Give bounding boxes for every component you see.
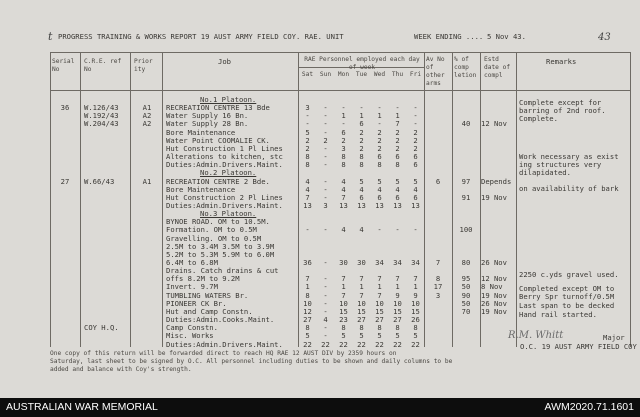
day-value-cell: - [323, 331, 328, 341]
day-value-cell: - [413, 119, 418, 129]
day-value-cell: 8 [305, 152, 310, 162]
day-value-cell: 1 [341, 111, 346, 121]
day-value-cell: 5 [359, 331, 364, 341]
day-header-sun: Sun [319, 71, 332, 78]
grid-line [162, 52, 163, 347]
est-date-cell: 8 Nov [481, 282, 503, 292]
day-value-cell: 6 [413, 152, 418, 162]
day-value-cell: - [323, 160, 328, 170]
cre-ref-cell: COY H.Q. [84, 323, 119, 333]
col-header-completion: % of comp letion [454, 56, 477, 79]
day-value-cell: 4 [341, 225, 346, 235]
day-value-cell: 7 [377, 274, 382, 284]
day-value-cell: 10 [393, 298, 402, 308]
day-value-cell: 7 [377, 290, 382, 300]
est-date-cell: 12 Nov [481, 274, 507, 284]
col-header-other-arms: Av No of other arms [426, 56, 445, 87]
day-value-cell: 2 [305, 143, 310, 153]
remark-line: ing structures very [519, 160, 602, 169]
day-value-cell: 10 [375, 298, 384, 308]
day-value-cell: 6 [359, 192, 364, 202]
day-value-cell: 10 [303, 298, 312, 308]
day-value-cell: 4 [305, 184, 310, 194]
job-cell: Formation. OM to 0.5M [166, 225, 257, 235]
day-value-cell: 13 [393, 200, 402, 210]
day-value-cell: 30 [339, 258, 348, 267]
day-value-cell: 4 [341, 176, 346, 186]
day-value-cell: - [323, 152, 328, 162]
remark-line: Completed except OM to [519, 284, 615, 293]
day-value-cell: 5 [305, 331, 310, 341]
day-value-cell: 8 [341, 152, 346, 162]
day-value-cell: 1 [395, 282, 400, 292]
day-value-cell: 12 [303, 306, 312, 316]
day-value-cell: 8 [305, 323, 310, 333]
job-cell: Misc. Works [166, 331, 214, 341]
day-value-cell: 22 [321, 339, 330, 349]
week-ending-value: 5 Nov 43. [487, 32, 526, 41]
day-value-cell: - [395, 103, 400, 113]
day-value-cell: 2 [413, 143, 418, 153]
day-value-cell: - [341, 119, 346, 129]
day-value-cell: 3 [341, 143, 346, 153]
est-date-cell: 19 Nov [481, 306, 507, 316]
day-value-cell: 7 [359, 290, 364, 300]
day-value-cell: - [323, 127, 328, 137]
day-value-cell: 10 [411, 298, 420, 308]
day-value-cell: - [323, 298, 328, 308]
job-cell: Bore Maintenance [166, 127, 236, 137]
day-value-cell: 8 [305, 160, 310, 170]
cre-ref-cell: W.126/43 [84, 103, 119, 113]
day-value-cell: 5 [395, 331, 400, 341]
platoon-heading: No.1 Platoon. [200, 95, 257, 104]
day-value-cell: 1 [377, 111, 382, 121]
col-header-serial: Serial No [52, 58, 75, 73]
grid-line [80, 52, 81, 347]
job-cell: 6.4M to 6.8M [166, 258, 218, 267]
serial-cell: 36 [60, 103, 70, 113]
est-date-cell: 19 Nov [481, 192, 507, 202]
day-value-cell: 6 [341, 127, 346, 137]
day-value-cell: - [323, 323, 328, 333]
remark-line: Complete. [519, 114, 558, 123]
other-arms-cell: 7 [435, 258, 441, 267]
day-value-cell: 23 [339, 315, 348, 325]
day-value-cell: 7 [305, 192, 310, 202]
job-cell: Duties:Admin.Drivers.Maint. [166, 339, 283, 349]
job-cell: Hut Construction 1 Pl Lines [166, 143, 283, 153]
completion-cell: 97 [461, 176, 471, 186]
cre-ref-cell: W.66/43 [84, 176, 115, 186]
table-top-rule [50, 52, 630, 53]
day-value-cell: 8 [341, 323, 346, 333]
day-value-cell: 2 [395, 127, 400, 137]
day-value-cell: 10 [357, 298, 366, 308]
completion-cell: 70 [461, 306, 471, 316]
day-header-tue: Tue [355, 71, 368, 78]
day-value-cell: 1 [359, 282, 364, 292]
day-value-cell: 1 [359, 111, 364, 121]
remark-line: on availability of bark [519, 184, 619, 193]
day-value-cell: - [341, 103, 346, 113]
grid-line [630, 52, 631, 347]
job-cell: offs 8.2M to 9.2M [166, 274, 240, 284]
other-arms-cell: 6 [435, 176, 441, 186]
remark-line: Complete except for [519, 98, 602, 107]
day-value-cell: 5 [395, 176, 400, 186]
day-value-cell: 13 [303, 200, 312, 210]
day-value-cell: 4 [359, 225, 364, 235]
page-number: 43 [598, 32, 611, 43]
corner-mark: t [48, 30, 53, 43]
day-value-cell: 4 [359, 184, 364, 194]
day-value-cell: 6 [359, 119, 364, 129]
grid-line [516, 52, 517, 347]
archive-footer [0, 398, 640, 417]
est-date-cell: 12 Nov [481, 119, 507, 129]
col-header-priority: Prior ity [134, 58, 153, 73]
day-value-cell: 5 [359, 176, 364, 186]
job-cell: TUMBLING WATERS Br. [166, 290, 249, 300]
completion-cell: 50 [461, 298, 471, 308]
job-cell: PIONEER CK Br. [166, 298, 227, 308]
day-value-cell: 15 [375, 306, 384, 316]
day-value-cell: 2 [305, 135, 310, 145]
day-value-cell: - [395, 225, 400, 235]
job-cell: Water Supply 28 Bn. [166, 119, 249, 129]
day-value-cell: 2 [377, 127, 382, 137]
day-value-cell: 4 [341, 184, 346, 194]
day-value-cell: 34 [411, 258, 420, 267]
priority-cell: A2 [142, 111, 152, 121]
day-value-cell: - [323, 282, 328, 292]
day-value-cell: 1 [377, 282, 382, 292]
day-value-cell: 6 [413, 192, 418, 202]
day-value-cell: - [323, 103, 328, 113]
other-arms-cell: 3 [435, 290, 441, 300]
day-value-cell: 34 [375, 258, 384, 267]
day-value-cell: 15 [339, 306, 348, 316]
day-value-cell: 26 [411, 315, 420, 325]
priority-cell: A1 [142, 103, 152, 113]
job-cell: Duties:Admin.Cooks.Maint. [166, 315, 275, 325]
day-value-cell: 8 [395, 160, 400, 170]
day-header-thu: Thu [391, 71, 404, 78]
day-value-cell: - [323, 274, 328, 284]
col-header-cre: C.R.E. ref No [84, 58, 122, 73]
day-value-cell: 22 [375, 339, 384, 349]
day-value-cell: - [305, 119, 310, 129]
completion-cell: 91 [461, 192, 471, 202]
day-value-cell: 4 [323, 315, 328, 325]
serial-cell: 27 [60, 176, 70, 186]
day-value-cell: 8 [305, 290, 310, 300]
day-value-cell: - [323, 184, 328, 194]
day-header-mon: Mon [337, 71, 350, 78]
day-value-cell: - [359, 103, 364, 113]
other-arms-cell: 17 [433, 282, 443, 292]
day-value-cell: - [323, 119, 328, 129]
day-value-cell: 8 [395, 323, 400, 333]
day-value-cell: 4 [395, 184, 400, 194]
col-header-remarks: Remarks [546, 57, 577, 66]
signature-scrawl: R.M. Whitt [508, 330, 564, 341]
job-cell: Bore Maintenance [166, 184, 236, 194]
day-value-cell: 8 [359, 152, 364, 162]
job-cell: BYNOE ROAD. OM to 10.5M. [166, 217, 270, 227]
job-cell: Hut and Camp Constn. [166, 306, 253, 316]
col-header-date: Estd date of compl [484, 56, 511, 79]
day-value-cell: 34 [393, 258, 402, 267]
day-value-cell: 27 [303, 315, 312, 325]
day-value-cell: 2 [413, 127, 418, 137]
cre-ref-cell: W.204/43 [84, 119, 119, 129]
day-value-cell: 7 [359, 274, 364, 284]
day-value-cell: 8 [341, 160, 346, 170]
est-date-cell: 26 Nov [481, 298, 507, 308]
day-value-cell: 7 [305, 274, 310, 284]
platoon-heading: No.2 Platoon. [200, 168, 257, 178]
completion-cell: 95 [461, 274, 471, 284]
remark-line: dilapidated. [519, 168, 571, 177]
day-value-cell: - [413, 225, 418, 235]
signature-unit: O.C. 19 AUST ARMY FIELD COY [520, 342, 637, 351]
job-cell: Hut Construction 2 Pl Lines [166, 192, 283, 202]
day-value-cell: - [305, 225, 310, 235]
day-value-cell: 2 [359, 135, 364, 145]
day-value-cell: 4 [413, 184, 418, 194]
grid-line [452, 52, 453, 347]
day-value-cell: 1 [305, 282, 310, 292]
day-value-cell: 30 [357, 258, 366, 267]
day-value-cell: 13 [339, 200, 348, 210]
day-value-cell: 15 [357, 306, 366, 316]
footer-reference: AWM2020.71.1601 [544, 401, 634, 413]
day-value-cell: 6 [413, 160, 418, 170]
job-cell: Camp Constn. [166, 323, 218, 333]
day-value-cell: 27 [375, 315, 384, 325]
day-value-cell: - [323, 290, 328, 300]
day-value-cell: 36 [303, 258, 312, 267]
day-value-cell: 22 [393, 339, 402, 349]
day-value-cell: 8 [377, 323, 382, 333]
day-value-cell: 1 [395, 111, 400, 121]
day-value-cell: 8 [359, 323, 364, 333]
day-value-cell: 27 [357, 315, 366, 325]
day-value-cell: 5 [413, 176, 418, 186]
day-value-cell: - [323, 111, 328, 121]
day-value-cell: - [377, 103, 382, 113]
day-value-cell: 2 [413, 135, 418, 145]
day-value-cell: 2 [377, 135, 382, 145]
job-cell: 2.5M to 3.4M 3.5M to 3.9M [166, 241, 275, 251]
signature-rank: Major [603, 333, 625, 342]
day-value-cell: 13 [375, 200, 384, 210]
day-value-cell: 5 [377, 176, 382, 186]
day-value-cell: - [323, 192, 328, 202]
est-date-cell: 26 Nov [481, 258, 507, 267]
instruction-line-1: One copy of this return will be forwarded direct to reach HQ RAE 12 AUST DIV by 2359 hours on [50, 350, 397, 357]
priority-cell: A2 [142, 119, 152, 129]
remark-line: Hand rail started. [519, 310, 597, 319]
day-value-cell: 22 [411, 339, 420, 349]
priority-cell: A1 [142, 176, 152, 186]
day-value-cell: - [323, 176, 328, 186]
day-value-cell: 7 [341, 290, 346, 300]
day-value-cell: 4 [305, 176, 310, 186]
day-value-cell: 8 [359, 160, 364, 170]
day-value-cell: 2 [395, 135, 400, 145]
header-bottom-rule [50, 90, 630, 91]
day-value-cell: 27 [393, 315, 402, 325]
grid-line [50, 52, 51, 347]
day-value-cell: 13 [357, 200, 366, 210]
day-value-cell: 10 [339, 298, 348, 308]
day-value-cell: 2 [323, 135, 328, 145]
completion-cell: 90 [461, 290, 471, 300]
day-value-cell: - [377, 119, 382, 129]
day-value-cell: 7 [341, 274, 346, 284]
job-cell: Water Point COOMALIE CK. [166, 135, 270, 145]
day-value-cell: - [323, 306, 328, 316]
remark-line: barring of 2nd roof. [519, 106, 606, 115]
day-header-wed: Wed [373, 71, 386, 78]
day-value-cell: - [323, 258, 328, 267]
day-value-cell: 3 [323, 200, 328, 210]
day-value-cell: 6 [395, 152, 400, 162]
grid-line [130, 52, 131, 347]
day-value-cell: - [323, 225, 328, 235]
est-date-cell: 19 Nov [481, 290, 507, 300]
day-value-cell: 2 [377, 143, 382, 153]
day-value-cell: 2 [359, 127, 364, 137]
completion-cell: 100 [459, 225, 473, 235]
day-value-cell: 5 [305, 127, 310, 137]
completion-cell: 50 [461, 282, 471, 292]
job-cell: RECREATION CENTRE 2 Bde. [166, 176, 270, 186]
report-title: PROGRESS TRAINING & WORKS REPORT 19 AUST ARMY FIELD COY. RAE. UNIT [58, 32, 344, 41]
day-value-cell: 5 [413, 331, 418, 341]
platoon-heading: No.3 Platoon. [200, 209, 257, 219]
day-value-cell: - [413, 111, 418, 121]
job-cell: 5.2M to 5.3M 5.9M to 6.0M [166, 249, 275, 259]
instruction-line-2: Saturday, last sheet to be signed by O.C. All personnel including duties to be shown and daily columns to be [50, 358, 453, 365]
day-header-fri: Fri [409, 71, 422, 78]
week-ending-label: WEEK ENDING .... [414, 32, 484, 41]
day-value-cell: 7 [395, 274, 400, 284]
job-cell: Invert. 9.7M [166, 282, 218, 292]
col-header-job: Job [218, 57, 231, 66]
job-cell: RECREATION CENTRE 13 Bde [166, 103, 270, 113]
remark-line: Berry Spr turnoff/0.5M [519, 292, 615, 301]
remark-line: Last span to be decked [519, 301, 615, 310]
grid-line [424, 52, 425, 347]
day-value-cell: - [377, 225, 382, 235]
job-cell: Duties:Admin.Drivers.Maint. [166, 200, 283, 210]
completion-cell: 40 [461, 119, 471, 129]
day-value-cell: 4 [377, 184, 382, 194]
completion-cell: 80 [461, 258, 471, 267]
day-value-cell: 2 [395, 143, 400, 153]
other-arms-cell: 8 [435, 274, 441, 284]
day-value-cell: 15 [393, 306, 402, 316]
day-value-cell: 9 [395, 290, 400, 300]
day-value-cell: 22 [357, 339, 366, 349]
day-value-cell: 5 [341, 331, 346, 341]
day-value-cell: - [413, 103, 418, 113]
day-header-sat: Sat [301, 71, 314, 78]
day-value-cell: 8 [413, 323, 418, 333]
cre-ref-cell: W.192/43 [84, 111, 119, 121]
instruction-line-3: added and balance with Coy's strength. [50, 366, 192, 373]
day-value-cell: 8 [377, 160, 382, 170]
day-value-cell: 2 [359, 143, 364, 153]
job-cell: Alterations to kitchen, stc [166, 152, 283, 162]
remark-line: Work necessary as exist [519, 152, 619, 161]
day-value-cell: 22 [339, 339, 348, 349]
remark-line: 2250 c.yds gravel used. [519, 270, 619, 279]
footer-institution: AUSTRALIAN WAR MEMORIAL [6, 401, 158, 413]
day-value-cell: 6 [377, 152, 382, 162]
day-value-cell: 3 [305, 103, 310, 113]
day-value-cell: 2 [341, 135, 346, 145]
day-value-cell: 22 [303, 339, 312, 349]
day-value-cell: 7 [341, 192, 346, 202]
day-value-cell: - [305, 111, 310, 121]
day-value-cell: 1 [341, 282, 346, 292]
job-cell: Drains. Catch drains & cut [166, 266, 279, 276]
day-value-cell: 9 [413, 290, 418, 300]
day-value-cell: - [323, 143, 328, 153]
day-value-cell: 6 [377, 192, 382, 202]
job-cell: Water Supply 16 Bn. [166, 111, 249, 121]
day-value-cell: 1 [413, 282, 418, 292]
day-value-cell: 15 [411, 306, 420, 316]
job-cell: Gravelling. OM to 0.5M [166, 233, 262, 243]
day-value-cell: 6 [395, 192, 400, 202]
job-cell: Duties:Admin.Drivers.Maint. [166, 160, 283, 170]
col-header-personnel: RAE Personnel employed each day of week [304, 56, 420, 71]
day-value-cell: 5 [377, 331, 382, 341]
day-value-cell: 13 [411, 200, 420, 210]
day-value-cell: 7 [395, 119, 400, 129]
est-date-cell: Depends [481, 176, 512, 186]
day-value-cell: 7 [413, 274, 418, 284]
